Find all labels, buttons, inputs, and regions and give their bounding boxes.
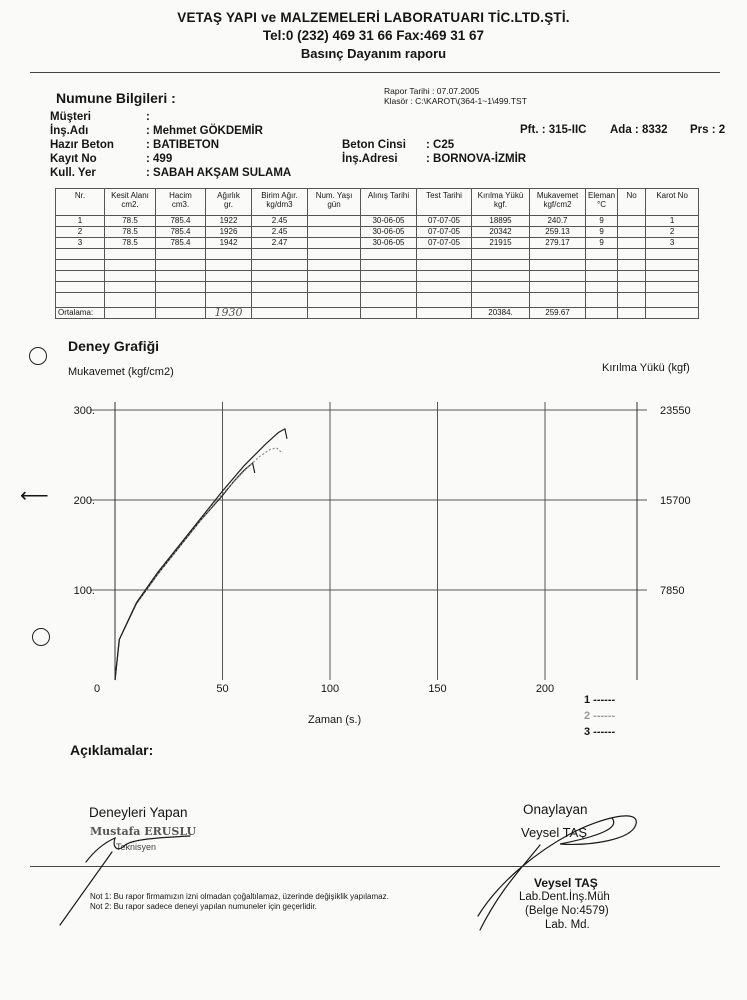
series-line-3 xyxy=(115,429,287,680)
cell xyxy=(618,238,646,249)
cell: 07-07-05 xyxy=(417,227,472,238)
note-2: Not 2: Bu rapor sadece deneyi yapılan numuneler için geçerlidir. xyxy=(90,902,317,911)
legend-entry-1: 1 ------ xyxy=(584,694,616,706)
approved-by-label: Onaylayan xyxy=(523,802,588,817)
col-header: Test Tarihi xyxy=(417,189,472,216)
cell: 259.13 xyxy=(530,227,586,238)
table-header-row xyxy=(56,189,699,216)
cell: 785.4 xyxy=(156,227,206,238)
y2-tick-label: 23550 xyxy=(660,405,691,417)
col-header: Alınış Tarihi xyxy=(361,189,417,216)
cell: 2.45 xyxy=(252,216,308,227)
field-value-usage-place: : SABAH AKŞAM SULAMA xyxy=(146,167,292,179)
legend-entry-3: 3 ------ xyxy=(584,726,616,738)
y2-tick-label: 7850 xyxy=(660,585,685,597)
x-tick-label: 200 xyxy=(535,683,555,695)
stamp-title: Lab.Dent.İnş.Müh xyxy=(519,891,610,903)
cell: 30-06-05 xyxy=(361,238,417,249)
cell: 785.4 xyxy=(156,238,206,249)
table-row xyxy=(56,238,699,249)
cell: 2 xyxy=(646,227,699,238)
right-axis-title: Kırılma Yükü (kgf) xyxy=(602,362,690,374)
cell: 3 xyxy=(646,238,699,249)
company-phone: Tel:0 (232) 469 31 66 Fax:469 31 67 xyxy=(262,28,485,43)
field-value-address: : BORNOVA-İZMİR xyxy=(426,153,527,165)
cell: 1 xyxy=(646,216,699,227)
cell: 9 xyxy=(586,227,618,238)
cell: 21915 xyxy=(472,238,530,249)
binder-hole-icon xyxy=(29,347,47,365)
series-line-2 xyxy=(115,448,283,680)
cell: 07-07-05 xyxy=(417,238,472,249)
series-line-1 xyxy=(115,463,255,680)
cell: 30-06-05 xyxy=(361,216,417,227)
field-label-ready-concrete: Hazır Beton xyxy=(50,139,114,151)
tester-name-stamp: Mustafa ERUSLU xyxy=(90,825,197,838)
folder-path: Klasör : C:\KAROT\(364-1~1\499.TST xyxy=(384,96,527,106)
cell: 2.47 xyxy=(252,238,308,249)
x-tick-label: 50 xyxy=(216,683,229,695)
cell: 78.5 xyxy=(105,216,156,227)
col-header: Nr. xyxy=(56,189,105,216)
average-weight-handwritten: 1930 xyxy=(206,308,252,319)
field-label-concrete-type: Beton Cinsi xyxy=(342,139,406,151)
cell: 240.7 xyxy=(530,216,586,227)
cell: 9 xyxy=(586,238,618,249)
table-row xyxy=(56,227,699,238)
tested-by-label: Deneyleri Yapan xyxy=(89,805,188,820)
cell: 07-07-05 xyxy=(417,216,472,227)
table-row-empty xyxy=(56,260,699,271)
table-row-empty xyxy=(56,282,699,293)
pafta: Pft. : 315-IIC xyxy=(520,124,587,136)
x-tick-label: 150 xyxy=(428,683,447,695)
note-1: Not 1: Bu rapor firmamızın izni olmadan çoğaltılamaz, üzerinde değişiklik yapılamaz. xyxy=(90,892,389,901)
report-date: Rapor Tarihi : 07.07.2005 xyxy=(384,86,480,96)
field-value-ready-concrete: : BATIBETON xyxy=(146,139,220,151)
col-header: Birim Ağır. kg/dm3 xyxy=(252,189,308,216)
company-name: VETAŞ YAPI ve MALZEMELERİ LABORATUARI TİC.LTD.ŞTİ. xyxy=(177,10,570,25)
field-label-customer: Müşteri xyxy=(50,111,91,123)
left-arrow-icon: ⟵ xyxy=(20,485,49,507)
cell: 1922 xyxy=(206,216,252,227)
cell: 1 xyxy=(56,216,105,227)
col-header: Mukavemet kgf/cm2 xyxy=(530,189,586,216)
cell xyxy=(618,216,646,227)
ada: Ada : 8332 xyxy=(610,124,668,136)
average-label: Ortalama: xyxy=(56,308,105,319)
field-value-construction: : Mehmet GÖKDEMİR xyxy=(146,125,263,137)
stamp-name: Veysel TAŞ xyxy=(534,876,598,890)
table-row-empty xyxy=(56,271,699,282)
footer-divider xyxy=(30,866,720,867)
cell: 9 xyxy=(586,216,618,227)
field-value-record-no: : 499 xyxy=(146,153,173,165)
col-header: Hacim cm3. xyxy=(156,189,206,216)
cell: 2.45 xyxy=(252,227,308,238)
col-header: Num. Yaşı gün xyxy=(308,189,361,216)
x-tick-label: 0 xyxy=(93,683,101,695)
results-table xyxy=(55,188,699,319)
field-value-concrete-type: : C25 xyxy=(426,139,455,151)
cell: 30-06-05 xyxy=(361,227,417,238)
table-row-empty xyxy=(56,293,699,308)
table-average-row xyxy=(56,308,699,319)
y2-tick-label: 15700 xyxy=(660,495,691,507)
table-row xyxy=(56,216,699,227)
cell xyxy=(308,216,361,227)
cell xyxy=(618,227,646,238)
remarks-title: Açıklamalar: xyxy=(70,742,154,758)
y-tick-label: 200. xyxy=(73,495,95,507)
cell: 1942 xyxy=(206,238,252,249)
strength-chart xyxy=(0,380,747,710)
cell: 279.17 xyxy=(530,238,586,249)
field-label-address: İnş.Adresi xyxy=(342,153,398,165)
report-title: Basınç Dayanım raporu xyxy=(300,46,447,61)
header-divider xyxy=(30,72,720,73)
stamp-certificate: (Belge No:4579) xyxy=(525,905,609,917)
cell: 785.4 xyxy=(156,216,206,227)
legend-entry-2: 2 ------ xyxy=(584,710,616,722)
cell: 3 xyxy=(56,238,105,249)
col-header: Eleman °C xyxy=(586,189,618,216)
average-strength: 259.67 xyxy=(530,308,586,319)
cell xyxy=(308,238,361,249)
x-axis-title: Zaman (s.) xyxy=(308,714,362,726)
col-header: Karot No xyxy=(646,189,699,216)
col-header: Ağırlık gr. xyxy=(206,189,252,216)
col-header: No xyxy=(618,189,646,216)
cell: 2 xyxy=(56,227,105,238)
table-row-empty xyxy=(56,249,699,260)
field-label-record-no: Kayıt No xyxy=(50,153,97,165)
field-label-construction: İnş.Adı xyxy=(50,125,89,137)
stamp-role: Lab. Md. xyxy=(545,919,590,931)
left-axis-title: Mukavemet (kgf/cm2) xyxy=(68,366,174,378)
col-header: Kırılma Yükü kgf. xyxy=(472,189,530,216)
field-value-customer: : xyxy=(146,111,150,123)
cell: 78.5 xyxy=(105,227,156,238)
chart-section-title: Deney Grafiği xyxy=(68,338,160,354)
average-load: 20384. xyxy=(472,308,530,319)
parsel: Prs : 2 xyxy=(690,124,726,136)
approver-name: Veysel TAŞ xyxy=(521,825,587,840)
sample-info-title: Numune Bilgileri : xyxy=(56,90,176,106)
cell: 18895 xyxy=(472,216,530,227)
cell xyxy=(308,227,361,238)
y-tick-label: 300. xyxy=(73,405,95,417)
cell: 78.5 xyxy=(105,238,156,249)
x-tick-label: 100 xyxy=(320,683,340,695)
tester-role: Teknisyen xyxy=(116,842,157,852)
col-header: Kesit Alanı cm2. xyxy=(105,189,156,216)
y-tick-label: 100. xyxy=(73,585,95,597)
field-label-usage-place: Kull. Yer xyxy=(50,167,96,179)
cell: 1926 xyxy=(206,227,252,238)
cell: 20342 xyxy=(472,227,530,238)
